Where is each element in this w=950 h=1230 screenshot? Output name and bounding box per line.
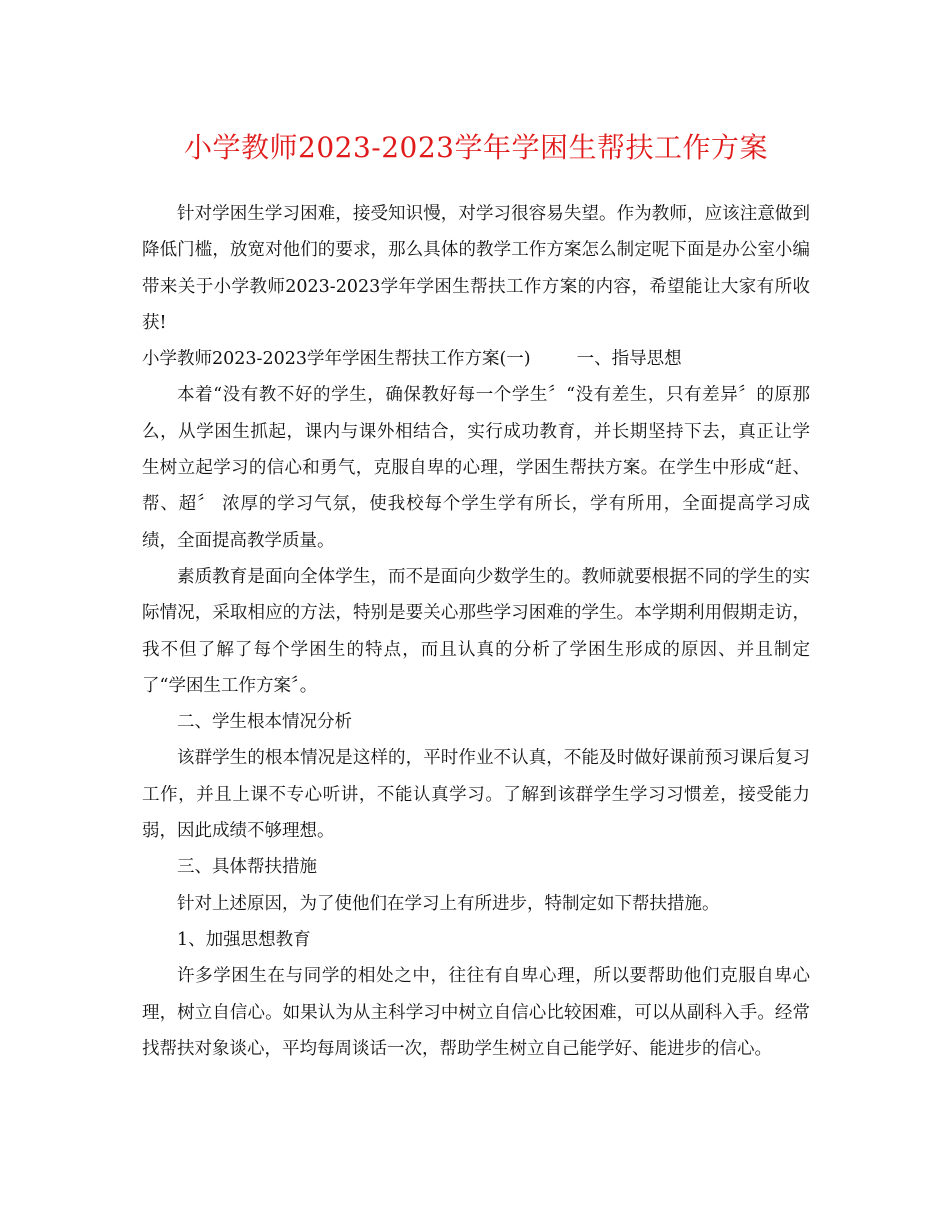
intro-paragraph: 针对学困生学习困难，接受知识慢，对学习很容易失望。作为教师，应该注意做到降低门槛，放宽对他们的要求，那么具体的教学工作方案怎么制定呢下面是办公室小编带来关于小学教师2023-2023学年学困生帮扶工作方案的内容，希望能让大家有所收获! [142, 204, 810, 333]
item1-paragraph-1: 许多学困生在与同学的相处之中，往往有自卑心理，所以要帮助他们克服自卑心理，树立自信心。如果认为从主科学习中树立自信心比较困难，可以从副科入手。经常找帮扶对象谈心，平均每周谈话一次，帮助学生树立自己能学好、能进步的信心。 [142, 966, 810, 1059]
document-page [142, 128, 810, 1067]
section3-heading: 三、具体帮扶措施 [177, 857, 317, 878]
section1-paragraph-1: 本着“没有教不好的学生，确保教好每一个学生〞“没有差生，只有差异〞的原那么，从学困生抓起，课内与课外相结合，实行成功教育，并长期坚持下去，真正让学 生树立起学习的信心和勇气，克服自卑的心理，学困生帮扶方案。在学生中形成“赶、帮、超〞 浓厚的学习气氛，使我校每个学生学有所长，学有所用，全面提高学习成绩，全面提高教学质量。 [142, 385, 810, 551]
item1-heading: 1、加强思想教育 [177, 929, 311, 950]
subtitle: 小学教师2023-2023学年学困生帮扶工作方案(一) [142, 349, 531, 370]
section2-heading: 二、学生根本情况分析 [177, 712, 352, 733]
section1-heading: 一、指导思想 [576, 349, 682, 370]
document-title: 小学教师2023-2023学年学困生帮扶工作方案 [184, 131, 768, 164]
subtitle-line [142, 341, 810, 377]
section3-paragraph-1: 针对上述原因，为了使他们在学习上有所进步，特制定如下帮扶措施。 [177, 893, 720, 914]
section1-paragraph-2: 素质教育是面向全体学生，而不是面向少数学生的。教师就要根据不同的学生的实际情况，采取相应的方法，特别是要关心那些学习困难的学生。本学期利用假期走访，我不但了解了每个学困生的特点，而且认真的分析了学困生形成的原因、并且制定了“学困生工作方案〞。 [142, 566, 810, 696]
section2-paragraph-1: 该群学生的根本情况是这样的，平时作业不认真，不能及时做好课前预习课后复习工作，并且上课不专心听讲，不能认真学习。了解到该群学生学习习惯差，接受能力弱，因此成绩不够理想。 [142, 748, 810, 842]
